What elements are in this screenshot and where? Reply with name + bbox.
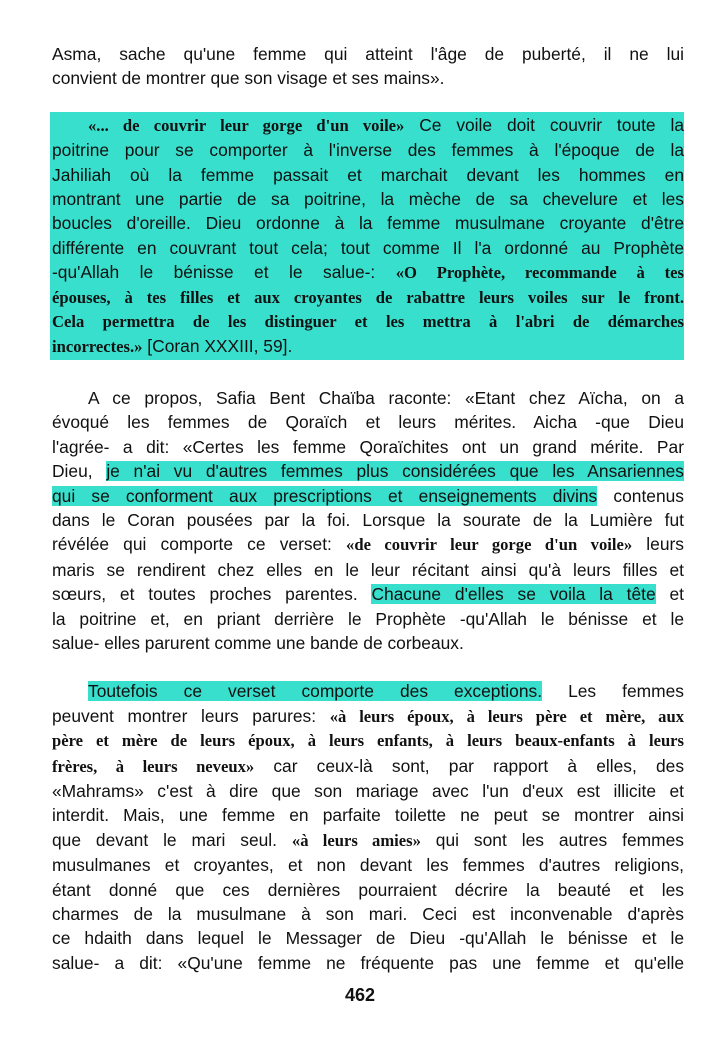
text: Ce voile doit couvrir toute la <box>404 114 684 135</box>
text-line: «Mahrams» c'est à dire que son mariage avec l'un d'eux est illicite et <box>52 780 684 801</box>
text-line <box>52 754 684 779</box>
text-line: charmes de la musulmane à son mari. Ceci est inconvenable d'après <box>52 904 684 924</box>
quote: incorrectes.» <box>52 337 143 357</box>
text-line: convient de montrer que son visage et ses mains». <box>52 68 445 89</box>
text-line <box>52 828 684 853</box>
quote-line: père et mère de leurs époux, à leurs enfants, à leurs beaux-enfants à leurs <box>52 731 684 751</box>
text: qui sont les autres femmes <box>420 829 684 850</box>
text-line: différente en couvrant tout cela; tout comme Il l'a ordonné au Prophète <box>52 237 684 258</box>
text: peuvent montrer leurs parures: <box>52 705 330 726</box>
text-line: l'agrée- a dit: «Certes les femme Qoraïchites ont un grand mérite. Par <box>52 436 684 457</box>
text-line: montrant une partie de sa poitrine, la mèche de sa chevelure et les <box>52 189 684 210</box>
text-line: musulmanes et croyantes, et non devant les femmes d'autres religions, <box>52 855 684 876</box>
text-line <box>52 334 684 359</box>
text: -qu'Allah le bénisse et le salue-: <box>52 262 396 283</box>
citation: [Coran XXXIII, 59]. <box>142 336 293 357</box>
text: sœurs, et toutes proches parentes. <box>52 584 372 605</box>
text-line: salue- elles parurent comme une bande de corbeaux. <box>52 632 464 653</box>
text-line <box>52 704 684 729</box>
text-line: Asma, sache qu'une femme qui atteint l'âge de puberté, il ne lui <box>52 44 684 64</box>
quote: frères, à leurs neveux» <box>52 756 255 776</box>
text-line <box>52 532 684 557</box>
text-line <box>52 484 684 508</box>
quote: «à leurs époux, à leurs père et mère, aux <box>329 706 685 726</box>
text-line <box>52 582 684 606</box>
text: que devant le mari seul. <box>52 829 292 850</box>
text-line: interdit. Mais, une femme en parfaite toilette ne peut se montrer ainsi <box>52 805 684 826</box>
text-line: évoqué les femmes de Qoraïch et leurs mérites. Aicha -que Dieu <box>52 412 684 433</box>
text: Dieu, <box>52 461 107 482</box>
text: Les femmes <box>542 681 684 702</box>
highlighted-text: Toutefois ce verset comporte des exceptions. <box>88 681 543 702</box>
quote: «O Prophète, recommande à tes <box>395 263 684 283</box>
text-line: ce hdaith dans lequel le Messager de Dieu -qu'Allah le bénisse et le <box>52 928 684 949</box>
text: révélée qui comporte ce verset: <box>52 534 347 555</box>
text-line <box>52 679 684 703</box>
paragraph-4 <box>52 679 684 975</box>
highlighted-text: qui se conforment aux prescriptions et enseignements divins <box>52 485 598 506</box>
quote-line: épouses, à tes filles et aux croyantes de rabattre leurs voiles sur le front. <box>52 287 684 307</box>
text-line: A ce propos, Safia Bent Chaïba raconte: «Etant chez Aïcha, on a <box>88 387 684 408</box>
paragraph-3 <box>52 386 684 655</box>
text-line: poitrine pour se comporter à l'inverse des femmes à l'époque de la <box>52 140 684 161</box>
text-line: dans le Coran pousées par la foi. Lorsque la sourate de la Lumière fut <box>52 509 684 530</box>
text-line <box>52 113 684 138</box>
text-line <box>52 459 684 483</box>
text: car ceux-là sont, par rapport à elles, des <box>254 755 685 776</box>
text-line: Jahiliah où la femme passait et marchait devant les hommes en <box>52 164 684 185</box>
quote: «à leurs amies» <box>291 830 421 850</box>
page-number: 462 <box>344 985 376 1005</box>
highlighted-text: Chacune d'elles se voila la tête <box>371 584 656 605</box>
text-line: salue- a dit: «Qu'une femme ne fréquente pas une femme et qu'elle <box>52 952 684 973</box>
text: et <box>655 584 684 605</box>
highlighted-text: je n'ai vu d'autres femmes plus considérées que les Ansariennes <box>106 461 684 482</box>
quote-line: Cela permettra de les distinguer et les mettra à l'abri de démarches <box>52 312 684 332</box>
paragraph-1 <box>52 42 684 91</box>
quote: «... de couvrir leur gorge d'un voile» <box>88 115 405 135</box>
page-content <box>52 42 684 975</box>
text: contenus <box>597 485 684 506</box>
text-line: maris se rendirent chez elles en le leur récitant ainsi qu'à leurs filles et <box>52 559 684 580</box>
text-line: la poitrine et, en priant derrière le Prophète -qu'Allah le bénisse et le <box>52 608 684 629</box>
text-line <box>52 260 684 285</box>
text: leurs <box>632 534 684 555</box>
text-line: étant donné que ces dernières pourraient décrire la beauté et les <box>52 879 684 900</box>
paragraph-2-highlighted <box>52 113 684 360</box>
text-line: boucles d'oreille. Dieu ordonne à la femme musulmane croyante d'être <box>52 213 684 234</box>
quote: «de couvrir leur gorge d'un voile» <box>346 535 633 555</box>
